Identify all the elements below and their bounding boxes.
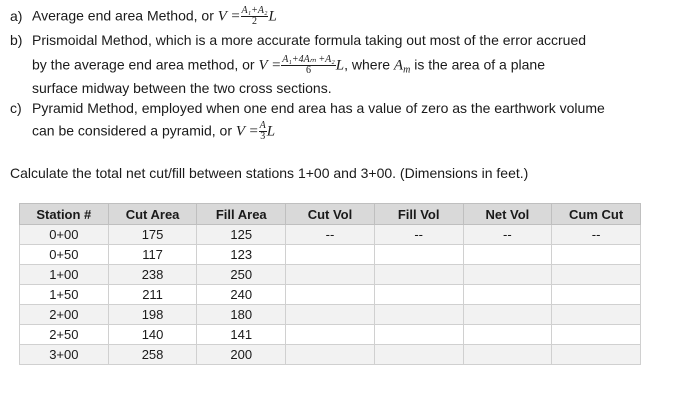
cell-cut-vol[interactable]: -- bbox=[286, 225, 375, 245]
formula-lhs: V = bbox=[217, 8, 241, 25]
method-a-text: Average end area Method, or bbox=[32, 7, 214, 24]
earthwork-table bbox=[19, 203, 641, 365]
cell-cut-vol[interactable] bbox=[286, 305, 375, 325]
formula-tail: L bbox=[335, 57, 345, 74]
cell-net-vol[interactable]: -- bbox=[463, 225, 552, 245]
cell-net-vol[interactable] bbox=[463, 265, 552, 285]
cell-cut-area: 198 bbox=[108, 305, 197, 325]
am-subscript: m bbox=[403, 64, 411, 76]
header-fill-vol: Fill Vol bbox=[374, 204, 463, 225]
method-c-label: c) bbox=[10, 100, 22, 116]
method-a bbox=[10, 6, 277, 28]
cell-fill-vol[interactable] bbox=[374, 305, 463, 325]
table-row bbox=[20, 345, 641, 365]
table-row bbox=[20, 265, 641, 285]
method-b-text-3: is the area of a plane bbox=[414, 56, 545, 73]
method-b-text-4: surface midway between the two cross sections. bbox=[32, 80, 332, 96]
fraction-numerator: A₁+4Aₘ +A₂ bbox=[282, 54, 335, 65]
cell-fill-area: 141 bbox=[197, 325, 286, 345]
method-b-line2 bbox=[32, 55, 545, 80]
method-b-label: b) bbox=[10, 32, 23, 48]
cell-net-vol[interactable] bbox=[463, 285, 552, 305]
fraction bbox=[241, 5, 269, 27]
cell-cum-cut[interactable]: -- bbox=[552, 225, 641, 245]
method-c-line1 bbox=[10, 99, 605, 117]
fraction-denominator: 6 bbox=[306, 65, 311, 76]
formula-tail: L bbox=[268, 8, 277, 25]
cell-cut-area: 238 bbox=[108, 265, 197, 285]
header-cut-vol: Cut Vol bbox=[286, 204, 375, 225]
formula-lhs: V = bbox=[235, 123, 259, 140]
cell-net-vol[interactable] bbox=[463, 245, 552, 265]
cell-station: 0+00 bbox=[20, 225, 109, 245]
formula-tail: L bbox=[266, 123, 276, 140]
cell-station: 2+50 bbox=[20, 325, 109, 345]
cell-fill-area: 240 bbox=[197, 285, 286, 305]
cell-station: 3+00 bbox=[20, 345, 109, 365]
method-c-text-2: can be considered a pyramid, or bbox=[32, 122, 232, 139]
fraction-denominator: 3 bbox=[260, 131, 266, 142]
fraction bbox=[281, 54, 336, 76]
header-net-vol: Net Vol bbox=[463, 204, 552, 225]
cell-station: 1+00 bbox=[20, 265, 109, 285]
fraction-numerator: A bbox=[259, 120, 266, 131]
method-a-label: a) bbox=[10, 7, 23, 24]
method-c-line2 bbox=[32, 121, 275, 143]
cell-cut-vol[interactable] bbox=[286, 265, 375, 285]
cell-cut-area: 117 bbox=[108, 245, 197, 265]
cell-cum-cut[interactable] bbox=[552, 325, 641, 345]
cell-net-vol[interactable] bbox=[463, 345, 552, 365]
cell-cum-cut[interactable] bbox=[552, 285, 641, 305]
method-c-text-1: Pyramid Method, employed when one end area has a value of zero as the earthwork volume bbox=[32, 100, 605, 116]
fraction-numerator: A₁+A₂ bbox=[241, 5, 268, 16]
cell-fill-vol[interactable] bbox=[374, 345, 463, 365]
cell-cut-vol[interactable] bbox=[286, 285, 375, 305]
method-b-where: , where bbox=[344, 56, 391, 73]
cell-fill-area: 125 bbox=[197, 225, 286, 245]
method-b-text-1: Prismoidal Method, which is a more accurate formula taking out most of the error accrued bbox=[32, 32, 587, 48]
instruction: Calculate the total net cut/fill between stations 1+00 and 3+00. (Dimensions in feet.) bbox=[10, 165, 529, 181]
cell-fill-vol[interactable]: -- bbox=[374, 225, 463, 245]
cell-fill-vol[interactable] bbox=[374, 245, 463, 265]
table-row bbox=[20, 225, 641, 245]
table-header-row bbox=[20, 204, 641, 225]
cell-fill-area: 200 bbox=[197, 345, 286, 365]
formula-lhs: V = bbox=[258, 57, 282, 74]
cell-cum-cut[interactable] bbox=[552, 245, 641, 265]
cell-cut-area: 258 bbox=[108, 345, 197, 365]
cell-cut-vol[interactable] bbox=[286, 245, 375, 265]
cell-fill-vol[interactable] bbox=[374, 265, 463, 285]
table-row bbox=[20, 245, 641, 265]
cell-cut-vol[interactable] bbox=[286, 345, 375, 365]
cell-cut-area: 211 bbox=[108, 285, 197, 305]
cell-station: 1+50 bbox=[20, 285, 109, 305]
fraction-denominator: 2 bbox=[251, 16, 257, 27]
header-cum-cut: Cum Cut bbox=[552, 204, 641, 225]
cell-cum-cut[interactable] bbox=[552, 345, 641, 365]
cell-fill-area: 123 bbox=[197, 245, 286, 265]
cell-fill-vol[interactable] bbox=[374, 325, 463, 345]
cell-cut-area: 175 bbox=[108, 225, 197, 245]
header-fill-area: Fill Area bbox=[197, 204, 286, 225]
cell-fill-area: 250 bbox=[197, 265, 286, 285]
header-cut-area: Cut Area bbox=[108, 204, 197, 225]
cell-cut-area: 140 bbox=[108, 325, 197, 345]
table-row bbox=[20, 305, 641, 325]
cell-cut-vol[interactable] bbox=[286, 325, 375, 345]
table-row bbox=[20, 285, 641, 305]
cell-cum-cut[interactable] bbox=[552, 305, 641, 325]
method-b-line3 bbox=[32, 79, 332, 97]
method-b-line1 bbox=[10, 31, 586, 49]
cell-net-vol[interactable] bbox=[463, 305, 552, 325]
cell-fill-vol[interactable] bbox=[374, 285, 463, 305]
method-b-text-2: by the average end area method, or bbox=[32, 56, 255, 73]
am-symbol: A bbox=[393, 57, 404, 74]
cell-net-vol[interactable] bbox=[463, 325, 552, 345]
cell-cum-cut[interactable] bbox=[552, 265, 641, 285]
cell-fill-area: 180 bbox=[197, 305, 286, 325]
table-row bbox=[20, 325, 641, 345]
cell-station: 0+50 bbox=[20, 245, 109, 265]
cell-station: 2+00 bbox=[20, 305, 109, 325]
header-station: Station # bbox=[20, 204, 109, 225]
fraction bbox=[259, 120, 267, 142]
